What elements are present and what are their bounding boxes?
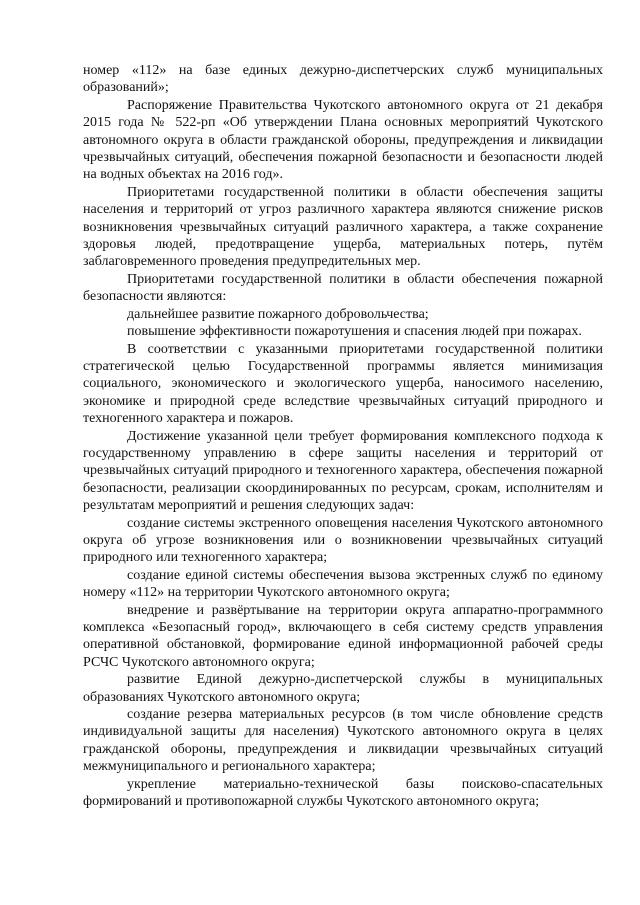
paragraph-7: В соответствии с указанными приоритетами государственной политики стратегической целью Государственной программы является минимизация социального, экономического и экологического ущерба, наносимого населению, экономике и природной среде вследствие чрезвычайных ситуаций природного и техногенного характера и пожаров. xyxy=(83,341,603,427)
paragraph-13: создание резерва материальных ресурсов (в том числе обновление средств индивидуальной защиты для населения) Чукотского автономного округа в целях гражданской обороны, предупреждения и ликвидации чрезвычайных ситуаций межмуниципального и регионального характера; xyxy=(83,707,603,775)
paragraph-14: укрепление материально-технической базы поисково-спасательных формирований и противопожарной службы Чукотского автономного округа; xyxy=(83,776,603,810)
paragraph-10: создание единой системы обеспечения вызова экстренных служб по единому номеру «112» на территории Чукотского автономного округа; xyxy=(83,567,603,601)
paragraph-12: развитие Единой дежурно-диспетчерской службы в муниципальных образованиях Чукотского автономного округа; xyxy=(83,672,603,705)
paragraph-5: дальнейшее развитие пожарного добровольчества; xyxy=(127,306,429,322)
paragraph-4: Приоритетами государственной политики в области обеспечения пожарной безопасности являются: xyxy=(83,271,603,305)
paragraph-2: Распоряжение Правительства Чукотского автономного округа от 21 декабря 2015 года № 522-рп «Об утверждении Плана основных мероприятий Чукотского автономного округа в области гражданской обороны, предупреждения и ликвидации чрезвычайных ситуаций, обеспечения пожарной безопасности и безопасности людей на водных объектах на 2016 год». xyxy=(83,97,603,183)
paragraph-11: внедрение и развёртывание на территории округа аппаратно-программного комплекса «Безопасный город», включающего в себя систему средств управления оперативной обстановкой, формирование единой информационной рабочей среды РСЧС Чукотского автономного округа; xyxy=(83,602,603,670)
paragraph-9: создание системы экстренного оповещения населения Чукотского автономного округа об угрозе возникновения или о возникновении чрезвычайных ситуаций природного или техногенного характера; xyxy=(83,515,603,566)
paragraph-8: Достижение указанной цели требует формирования комплексного подхода к государственному управлению в сфере защиты населения и территорий от чрезвычайных ситуаций природного и техногенного характера, обеспечения пожарной безопасности, реализации скоординированных по ресурсам, срокам, исполнителям и результатам мероприятий и решения следующих задач: xyxy=(83,428,603,514)
paragraph-6: повышение эффективности пожаротушения и спасения людей при пожарах. xyxy=(127,324,582,340)
paragraph-1: номер «112» на базе единых дежурно-диспетчерских служб муниципальных образований»; xyxy=(83,63,603,96)
document-page xyxy=(83,62,603,810)
paragraph-3: Приоритетами государственной политики в области обеспечения защиты населения и территорий от угроз различного характера являются снижение рисков возникновения чрезвычайных ситуаций различного характера, а также сохранение здоровья людей, предотвращение ущерба, материальных потерь, путём заблаговременного проведения предупредительных мер. xyxy=(83,184,603,270)
